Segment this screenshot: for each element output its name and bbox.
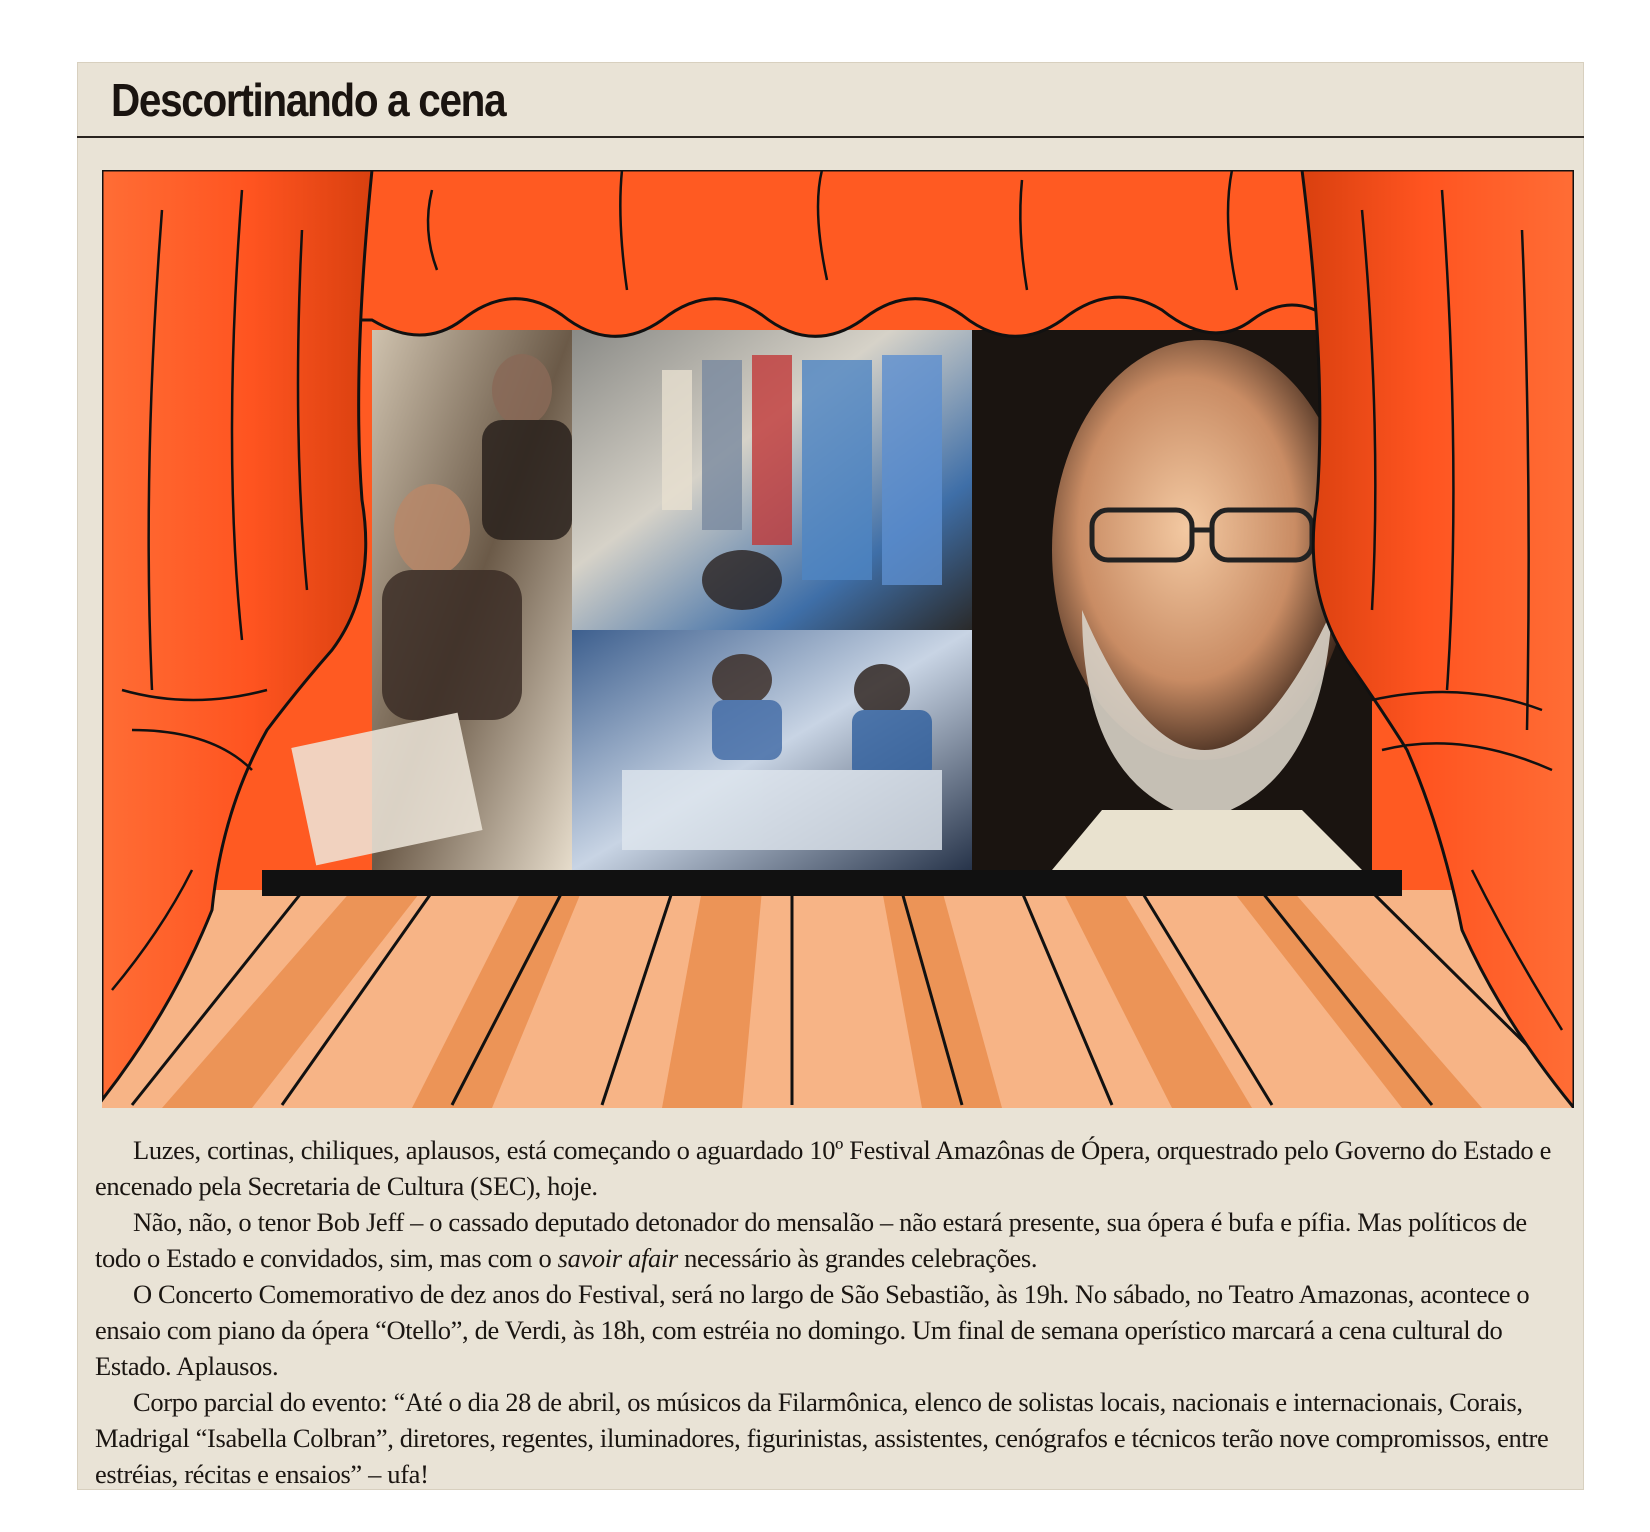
article-paragraph-3: O Concerto Comemorativo de dez anos do Festival, será no largo de São Sebastião, às 19h. No sábado, no Teatro Amazonas, acontece o ensaio com piano da ópera “Otello”, de Verdi, às 18h, com estréia no domingo. Um final de semana operístico marcará a cena cultural do Estado. Aplausos. (95, 1279, 1530, 1381)
article-paragraph-1: Luzes, cortinas, chiliques, aplausos, está começando o aguardado 10º Festival Amazônas de Ópera, orquestrado pelo Governo do Estado e encenado pela Secretaria de Cultura (SEC), hoje. (95, 1135, 1551, 1201)
paragraph-2-text-before: Não, não, o tenor Bob Jeff – o cassado deputado detonador do mensalão – não estará presente, sua ópera é bufa e pífia. Mas políticos de todo o Estado e convidados, sim, mas com o (95, 1207, 1527, 1273)
stage-photo-illustration (102, 170, 1574, 1108)
headline-rule (77, 136, 1584, 138)
paragraph-2-italic-phrase: savoir afair (557, 1243, 678, 1273)
photo-collage (291, 330, 1372, 870)
paragraph-2-text-after: necessário às grandes celebrações. (677, 1243, 1038, 1273)
stage-floor (102, 870, 1574, 1108)
article-body (95, 1132, 1565, 1490)
headline: Descortinando a cena (111, 74, 506, 126)
article-paragraph-4: Corpo parcial do evento: “Até o dia 28 de abril, os músicos da Filarmônica, elenco de solistas locais, nacionais e internacionais, Corais, Madrigal “Isabella Colbran”, diretores, regentes, iluminadores, figurinistas, assistentes, cenógrafos e técnicos terão nove compromissos, entre estréias, récitas e ensaios” – ufa! (95, 1387, 1549, 1489)
newspaper-clipping (77, 62, 1584, 1490)
article-paragraph-2 (95, 1204, 1565, 1276)
stage-illustration-svg (102, 170, 1574, 1108)
